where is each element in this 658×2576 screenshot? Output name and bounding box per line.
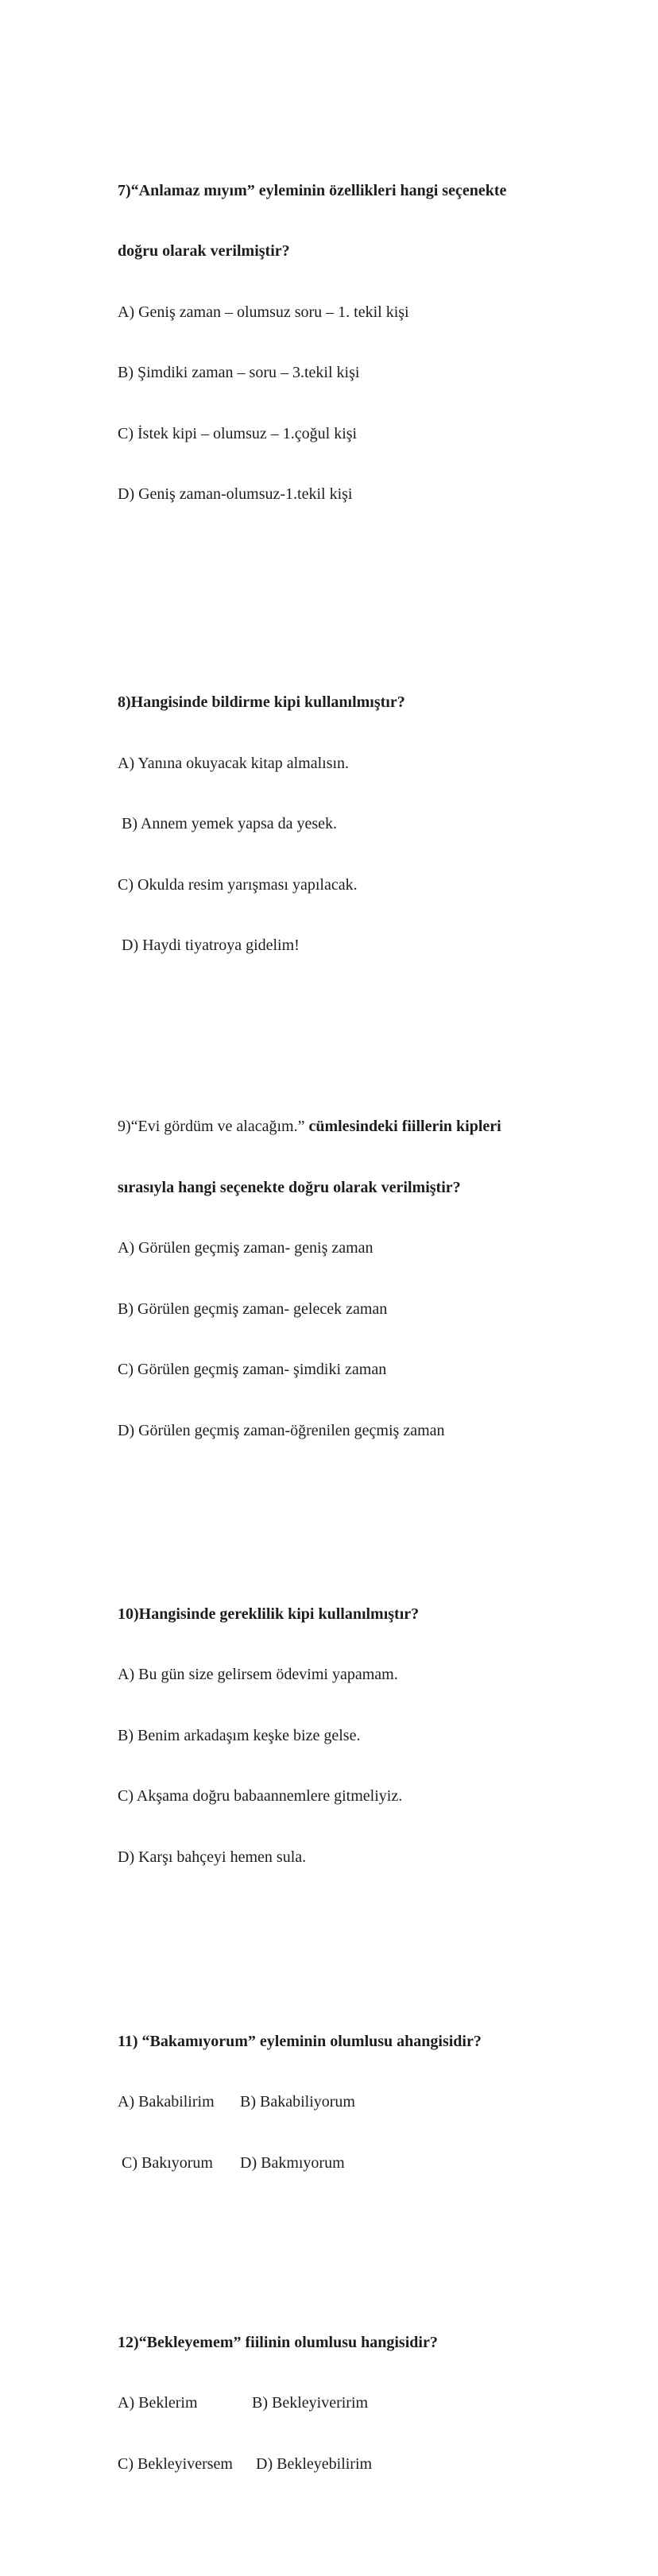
question-12-option-c: C) Bekleyiversem — [118, 2454, 233, 2473]
question-7-option-a: A) Geniş zaman – olumsuz soru – 1. tekil kişi — [118, 303, 409, 321]
question-9-option-b: B) Görülen geçmiş zaman- gelecek zaman — [118, 1300, 388, 1318]
question-7-title-line-2: doğru olarak verilmiştir? — [118, 242, 290, 260]
question-7-title-line-1: 7)“Anlamaz mıyım” eyleminin özellikleri hangi seçenekte — [118, 181, 507, 199]
question-10 — [118, 1564, 599, 1909]
question-11-option-a: A) Bakabilirim — [118, 2093, 215, 2111]
question-12-option-b: B) Bekleyiveririm — [252, 2394, 369, 2412]
question-9-option-d: D) Görülen geçmiş zaman-öğrenilen geçmiş zaman — [118, 1421, 445, 1439]
question-9-title-line-1 — [118, 1117, 599, 1137]
question-12-option-d: D) Bekleyebilirim — [252, 2454, 373, 2473]
question-9-option-a: A) Görülen geçmiş zaman- geniş zaman — [118, 1239, 374, 1257]
question-9-title-quoted-sentence: 9)“Evi gördüm ve alacağım.” — [118, 1118, 309, 1135]
question-12-option-a: A) Beklerim — [118, 2394, 198, 2412]
question-12-option-row-2 — [118, 2454, 599, 2475]
question-11-title: 11) “Bakamıyorum” eyleminin olumlusu ahangisidir? — [118, 2032, 482, 2050]
question-8-option-d: D) Haydi tiyatroya gidelim! — [118, 937, 300, 954]
question-7-option-d: D) Geniş zaman-olumsuz-1.tekil kişi — [118, 485, 353, 503]
question-9-title-bold-part: cümlesindeki fiillerin kipleri — [308, 1118, 501, 1135]
question-10-option-d: D) Karşı bahçeyi hemen sula. — [118, 1848, 307, 1866]
question-11-option-c: C) Bakıyorum — [118, 2153, 213, 2172]
question-10-option-c: C) Akşama doğru babaannemlere gitmeliyiz. — [118, 1787, 403, 1805]
question-8-title: 8)Hangisinde bildirme kipi kullanılmıştır? — [118, 693, 405, 711]
question-9-option-c: C) Görülen geçmiş zaman- şimdiki zaman — [118, 1361, 387, 1378]
question-10-title: 10)Hangisinde gereklilik kipi kullanılmıştır? — [118, 1605, 420, 1623]
question-11 — [118, 1991, 599, 2215]
question-10-option-a: A) Bu gün size gelirsem ödevimi yapamam. — [118, 1666, 398, 1683]
question-8 — [118, 652, 599, 997]
question-7-option-c: C) İstek kipi – olumsuz – 1.çoğul kişi — [118, 424, 358, 442]
question-7-option-b: B) Şimdiki zaman – soru – 3.tekil kişi — [118, 364, 360, 381]
question-11-option-b: B) Bakabiliyorum — [240, 2093, 355, 2111]
question-12-title: 12)“Bekleyemem” fiilinin olumlusu hangisidir? — [118, 2333, 438, 2351]
question-7 — [118, 141, 599, 546]
quiz-content — [118, 79, 599, 2576]
question-11-option-row-2 — [118, 2153, 599, 2174]
question-10-option-b: B) Benim arkadaşım keşke bize gelse. — [118, 1726, 361, 1744]
question-9-title-line-2: sırasıyla hangi seçenekte doğru olarak verilmiştir? — [118, 1178, 461, 1196]
question-9 — [118, 1076, 599, 1481]
question-8-option-a: A) Yanına okuyacak kitap almalısın. — [118, 754, 350, 772]
question-12-option-row-1 — [118, 2393, 599, 2414]
question-11-option-row-1 — [118, 2092, 599, 2113]
question-11-option-d: D) Bakmıyorum — [240, 2153, 345, 2172]
question-12 — [118, 2292, 599, 2516]
question-8-option-b: B) Annem yemek yapsa da yesek. — [118, 815, 338, 832]
question-8-option-c: C) Okulda resim yarışması yapılacak. — [118, 875, 358, 894]
